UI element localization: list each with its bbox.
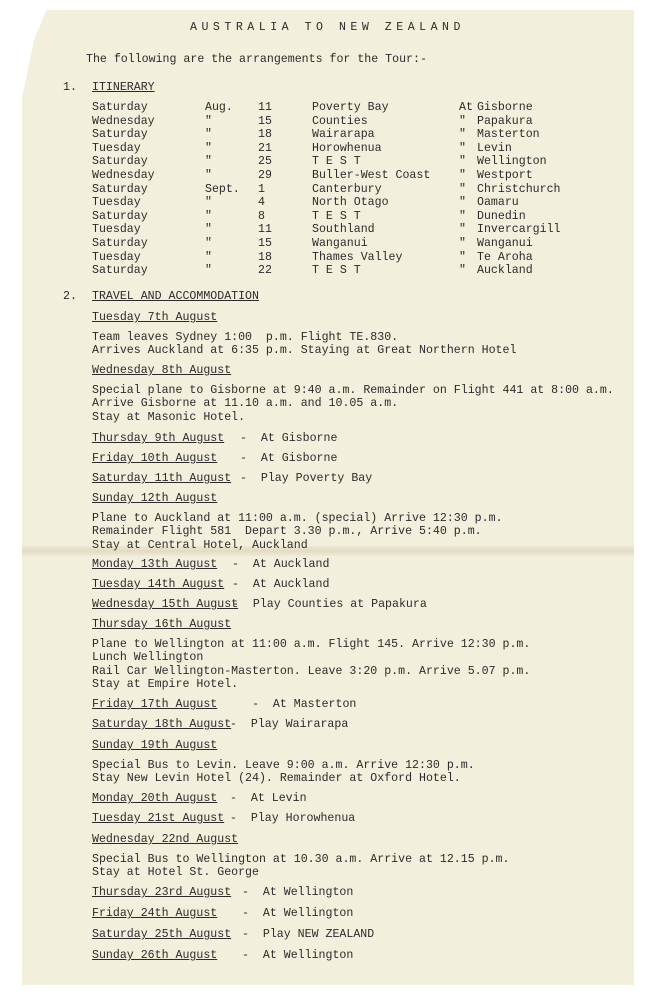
travel-day-heading: Sunday 12th August (92, 492, 218, 505)
travel-detail-line: Plane to Wellington at 11:00 a.m. Flight 145. Arrive 12:30 p.m. (92, 638, 531, 651)
itinerary-date: 11 (258, 101, 272, 114)
itinerary-date: 8 (258, 209, 265, 223)
travel-detail-line: Rail Car Wellington-Masterton. Leave 3:20 p.m. Arrive 5.07 p.m. (92, 664, 531, 678)
itinerary-day: Saturday (92, 128, 148, 142)
travel-detail-line: Stay at Central Hotel, Auckland (92, 538, 308, 552)
itinerary-opponent: Poverty Bay (312, 101, 389, 114)
travel-day-note: - At Wellington (242, 886, 354, 899)
travel-day-heading: Sunday 26th August (92, 949, 218, 962)
travel-detail-line: Remainder Flight 581 Depart 3.30 p.m., Arrive 5:40 p.m. (92, 525, 482, 539)
itinerary-at: " (459, 155, 466, 169)
travel-day-note: - At Levin (230, 792, 307, 805)
travel-day-note: - At Wellington (242, 907, 354, 920)
itinerary-venue: Oamaru (477, 196, 519, 210)
itinerary-month: " (205, 114, 212, 128)
travel-detail-line: Special Bus to Wellington at 10.30 a.m. Arrive at 12.15 p.m. (92, 853, 510, 866)
travel-day-heading: Tuesday 7th August (92, 311, 218, 324)
travel-day-heading: Thursday 16th August (92, 618, 232, 631)
travel-day-note: - At Wellington (242, 949, 354, 962)
itinerary-venue: Gisborne (477, 101, 533, 114)
section-1-number: 1. (63, 81, 77, 94)
itinerary-day: Saturday (92, 237, 148, 250)
travel-day-note: - At Masterton (252, 698, 357, 711)
itinerary-date: 4 (258, 196, 265, 210)
travel-day-heading: Sunday 19th August (92, 739, 218, 752)
travel-day-heading: Tuesday 21st August (92, 812, 225, 825)
itinerary-venue: Invercargill (477, 223, 561, 237)
itinerary-date: 22 (258, 264, 272, 278)
itinerary-venue: Wellington (477, 155, 547, 169)
document-title: AUSTRALIA TO NEW ZEALAND (190, 21, 465, 34)
travel-detail-line: Stay at Empire Hotel. (92, 678, 239, 692)
itinerary-date: 25 (258, 155, 272, 169)
itinerary-venue: Te Aroha (477, 250, 533, 264)
itinerary-month: " (205, 209, 212, 223)
itinerary-month: " (205, 223, 212, 237)
itinerary-opponent: T E S T (312, 155, 361, 169)
itinerary-month: " (205, 264, 212, 278)
itinerary-at: " (459, 128, 466, 142)
itinerary-at: " (459, 169, 466, 182)
itinerary-venue: Dunedin (477, 209, 526, 223)
travel-detail-line: Stay New Levin Hotel (24). Remainder at Oxford Hotel. (92, 772, 461, 786)
travel-detail-line: Special Bus to Levin. Leave 9:00 a.m. Arrive 12:30 p.m. (92, 759, 475, 772)
itinerary-at: " (459, 114, 466, 128)
itinerary-month: Aug. (205, 101, 233, 114)
intro-text: The following are the arrangements for the Tour:- (86, 53, 427, 66)
itinerary-date: 1 (258, 182, 265, 196)
travel-day-heading: Thursday 23rd August (92, 886, 232, 899)
itinerary-at: " (459, 141, 466, 155)
section-1-heading: ITINERARY (92, 81, 155, 94)
itinerary-day: Saturday (92, 209, 148, 223)
travel-day-note: - Play Poverty Bay (240, 472, 373, 485)
itinerary-month: Sept. (205, 182, 240, 196)
itinerary-opponent: T E S T (312, 209, 361, 223)
travel-day-heading: Wednesday 8th August (92, 364, 232, 377)
itinerary-opponent: Wanganui (312, 237, 368, 250)
travel-day-heading: Monday 13th August (92, 558, 218, 571)
itinerary-opponent: Wairarapa (312, 128, 375, 142)
travel-day-heading: Saturday 25th August (92, 928, 232, 941)
itinerary-at: At (459, 101, 473, 114)
travel-day-heading: Wednesday 15th August (92, 598, 239, 611)
itinerary-month: " (205, 196, 212, 210)
itinerary-day: Wednesday (92, 169, 155, 182)
itinerary-opponent: Buller-West Coast (312, 169, 431, 182)
travel-day-note: - At Auckland (232, 558, 330, 571)
travel-day-heading: Thursday 9th August (92, 432, 225, 445)
itinerary-month: " (205, 128, 212, 142)
itinerary-date: 11 (258, 223, 272, 237)
itinerary-venue: Auckland (477, 264, 533, 278)
travel-day-heading: Saturday 18th August (92, 718, 232, 731)
travel-day-note: - Play Counties at Papakura (232, 598, 427, 611)
travel-detail-line: Special plane to Gisborne at 9:40 a.m. Remainder on Flight 441 at 8:00 a.m. (92, 384, 614, 397)
itinerary-at: " (459, 250, 466, 264)
itinerary-day: Tuesday (92, 141, 141, 155)
travel-day-note: - At Auckland (232, 578, 330, 591)
itinerary-date: 15 (258, 114, 272, 128)
itinerary-date: 18 (258, 128, 272, 142)
travel-day-heading: Tuesday 14th August (92, 578, 225, 591)
itinerary-date: 21 (258, 141, 272, 155)
itinerary-venue: Papakura (477, 114, 533, 128)
itinerary-opponent: T E S T (312, 264, 361, 278)
section-2-heading: TRAVEL AND ACCOMMODATION (92, 290, 259, 303)
itinerary-venue: Levin (477, 141, 512, 155)
itinerary-at: " (459, 237, 466, 250)
travel-detail-line: Arrive Gisborne at 11.10 a.m. and 10.05 a.m. (92, 397, 399, 411)
travel-day-note: - At Gisborne (240, 452, 338, 465)
travel-day-heading: Monday 20th August (92, 792, 218, 805)
itinerary-day: Saturday (92, 101, 148, 114)
travel-day-heading: Friday 10th August (92, 452, 218, 465)
travel-day-note: - Play Wairarapa (230, 718, 349, 731)
travel-day-note: - Play Horowhenua (230, 812, 356, 825)
itinerary-day: Tuesday (92, 250, 141, 264)
itinerary-at: " (459, 182, 466, 196)
travel-detail-line: Plane to Auckland at 11:00 a.m. (special) Arrive 12:30 p.m. (92, 512, 503, 525)
travel-day-heading: Wednesday 22nd August (92, 833, 239, 846)
itinerary-day: Saturday (92, 264, 148, 278)
travel-day-note: - Play NEW ZEALAND (242, 928, 375, 941)
travel-detail-line: Stay at Hotel St. George (92, 866, 259, 880)
travel-day-heading: Friday 17th August (92, 698, 218, 711)
itinerary-date: 15 (258, 237, 272, 250)
itinerary-day: Saturday (92, 182, 148, 196)
itinerary-at: " (459, 196, 466, 210)
travel-day-heading: Saturday 11th August (92, 472, 232, 485)
itinerary-opponent: Horowhenua (312, 141, 382, 155)
itinerary-at: " (459, 264, 466, 278)
travel-detail-line: Arrives Auckland at 6:35 p.m. Staying at Great Northern Hotel (92, 344, 517, 358)
itinerary-venue: Masterton (477, 128, 540, 142)
itinerary-opponent: North Otago (312, 196, 389, 210)
itinerary-day: Wednesday (92, 114, 155, 128)
itinerary-month: " (205, 250, 212, 264)
itinerary-month: " (205, 237, 212, 250)
itinerary-at: " (459, 223, 466, 237)
travel-detail-line: Stay at Masonic Hotel. (92, 410, 246, 424)
itinerary-date: 29 (258, 169, 272, 182)
itinerary-day: Tuesday (92, 223, 141, 237)
itinerary-opponent: Canterbury (312, 182, 382, 196)
itinerary-day: Tuesday (92, 196, 141, 210)
travel-detail-line: Team leaves Sydney 1:00 p.m. Flight TE.830. (92, 331, 399, 344)
itinerary-month: " (205, 155, 212, 169)
itinerary-date: 18 (258, 250, 272, 264)
section-2-number: 2. (63, 290, 77, 303)
travel-day-heading: Friday 24th August (92, 907, 218, 920)
itinerary-venue: Wanganui (477, 237, 533, 250)
itinerary-at: " (459, 209, 466, 223)
itinerary-month: " (205, 169, 212, 182)
travel-detail-line: Lunch Wellington (92, 651, 204, 665)
itinerary-opponent: Thames Valley (312, 250, 403, 264)
itinerary-day: Saturday (92, 155, 148, 169)
itinerary-opponent: Counties (312, 114, 368, 128)
travel-day-note: - At Gisborne (240, 432, 338, 445)
itinerary-venue: Christchurch (477, 182, 561, 196)
itinerary-opponent: Southland (312, 223, 375, 237)
itinerary-month: " (205, 141, 212, 155)
itinerary-venue: Westport (477, 169, 533, 182)
